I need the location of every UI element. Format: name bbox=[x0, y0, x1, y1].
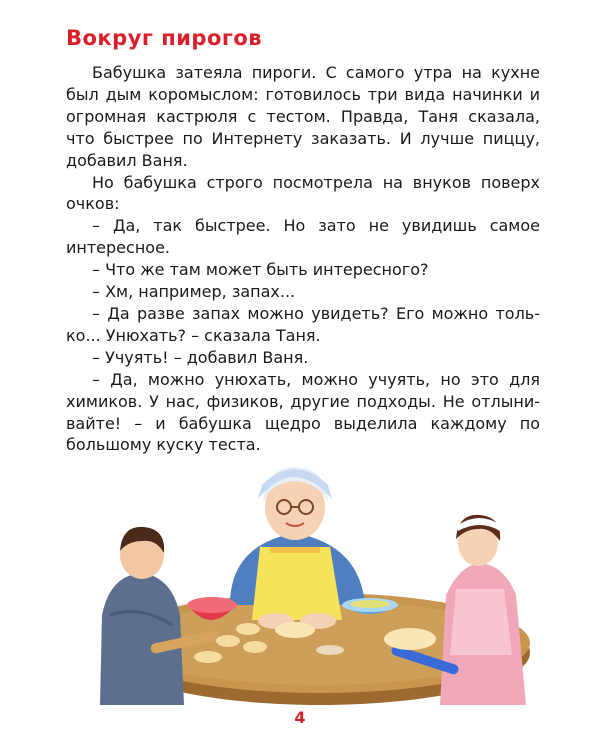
text-line: был дым коромыслом: готовилось три вида начинки и bbox=[66, 84, 540, 104]
text-line: – Хм, например, запах... bbox=[92, 282, 296, 302]
text-line: – Учуять! – добавил Ваня. bbox=[92, 347, 309, 367]
text-line: – Да, можно унюхать, можно учуять, но это для bbox=[92, 369, 540, 389]
text-line: добавил Ваня. bbox=[66, 150, 188, 170]
text-line: большому куску теста. bbox=[66, 435, 261, 455]
text-line: – Что же там может быть интересного? bbox=[92, 260, 429, 280]
text-line: Но бабушка строго посмотрела на внуков поверх bbox=[92, 172, 540, 192]
text-line: Бабушка затеяла пироги. С самого утра на кухне bbox=[92, 63, 540, 82]
baking-illustration bbox=[80, 455, 540, 705]
text-line: химиков. У нас, физиков, другие подходы. Не отлыни- bbox=[66, 391, 540, 411]
text-line: ко... Унюхать? – сказала Таня. bbox=[66, 325, 321, 345]
text-line: огромная кастрюля с тестом. Правда, Таня сказала, bbox=[66, 106, 540, 126]
page-number: 4 bbox=[294, 708, 306, 727]
text-line: что быстрее по Интернету заказать. И лучше пиццу, bbox=[66, 128, 540, 148]
text-line: – Да разве запах можно увидеть? Его можно толь- bbox=[92, 303, 540, 323]
page-title: Вокруг пирогов bbox=[66, 26, 263, 50]
text-line: – Да, так быстрее. Но зато не увидишь самое bbox=[92, 216, 540, 236]
text-line: вайте! – и бабушка щедро выделила каждому по bbox=[66, 413, 540, 433]
text-line: очков: bbox=[66, 194, 120, 214]
story-text bbox=[66, 62, 540, 456]
text-line: интересное. bbox=[66, 238, 170, 258]
